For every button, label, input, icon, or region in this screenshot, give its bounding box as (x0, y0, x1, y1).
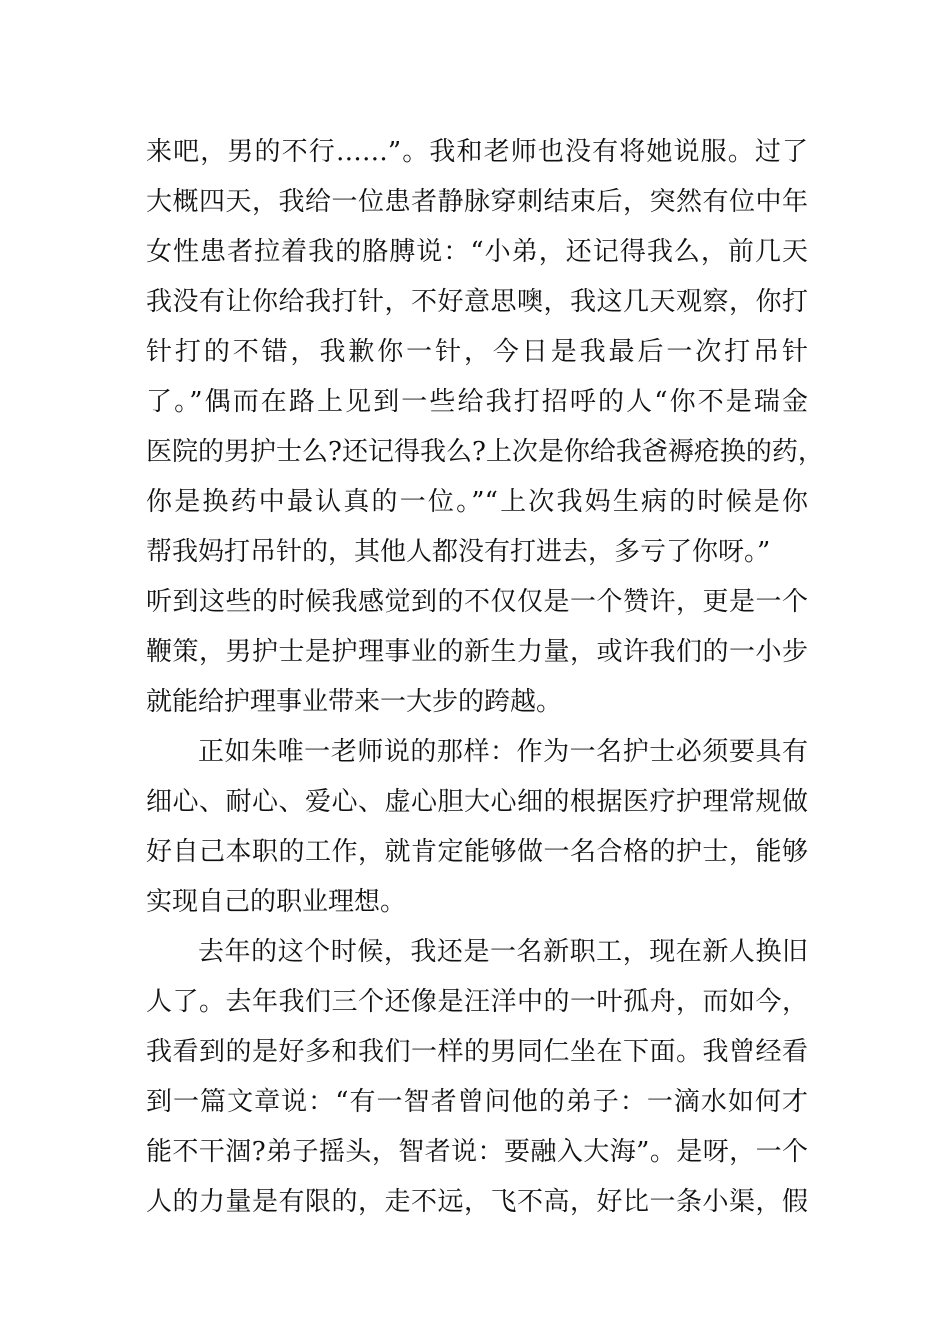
text-line-22: 人的力量是有限的，走不远，飞不高，好比一条小渠，假 (146, 1187, 808, 1217)
text-line-1: 来吧，男的不行……”。我和老师也没有将她说服。过了 (146, 137, 808, 167)
text-line-8: 你是换药中最认真的一位。”“上次我妈生病的时候是你 (146, 487, 808, 517)
text-line-13: 正如朱唯一老师说的那样：作为一名护士必须要具有 (198, 737, 808, 767)
text-line-10: 听到这些的时候我感觉到的不仅仅是一个赞许，更是一个 (146, 587, 808, 617)
text-line-20: 到一篇文章说：“有一智者曾问他的弟子：一滴水如何才 (146, 1087, 808, 1117)
text-line-18: 人了。去年我们三个还像是汪洋中的一叶孤舟，而如今， (146, 987, 808, 1017)
text-line-4: 我没有让你给我打针，不好意思噢，我这几天观察，你打 (146, 287, 808, 317)
text-line-9: 帮我妈打吊针的，其他人都没有打进去，多亏了你呀。” (146, 537, 771, 567)
text-line-2: 大概四天，我给一位患者静脉穿刺结束后，突然有位中年 (146, 187, 808, 217)
text-line-15: 好自己本职的工作，就肯定能够做一名合格的护士，能够 (146, 837, 808, 867)
text-line-11: 鞭策，男护士是护理事业的新生力量，或许我们的一小步 (146, 637, 808, 667)
text-line-16: 实现自己的职业理想。 (146, 887, 407, 917)
text-line-6: 了。”偶而在路上见到一些给我打招呼的人“你不是瑞金 (146, 387, 808, 417)
text-line-7: 医院的男护士么?还记得我么?上次是你给我爸褥疮换的药， (146, 437, 824, 467)
text-line-21: 能不干涸?弟子摇头，智者说：要融入大海”。是呀，一个 (146, 1137, 808, 1167)
text-line-5: 针打的不错，我歉你一针，今日是我最后一次打吊针 (146, 337, 808, 367)
text-line-17: 去年的这个时候，我还是一名新职工，现在新人换旧 (198, 937, 808, 967)
text-line-19: 我看到的是好多和我们一样的男同仁坐在下面。我曾经看 (146, 1037, 808, 1067)
text-line-3: 女性患者拉着我的胳膊说：“小弟，还记得我么，前几天 (146, 237, 808, 267)
text-line-14: 细心、耐心、爱心、虚心胆大心细的根据医疗护理常规做 (146, 787, 808, 817)
text-line-12: 就能给护理事业带来一大步的跨越。 (146, 687, 563, 717)
